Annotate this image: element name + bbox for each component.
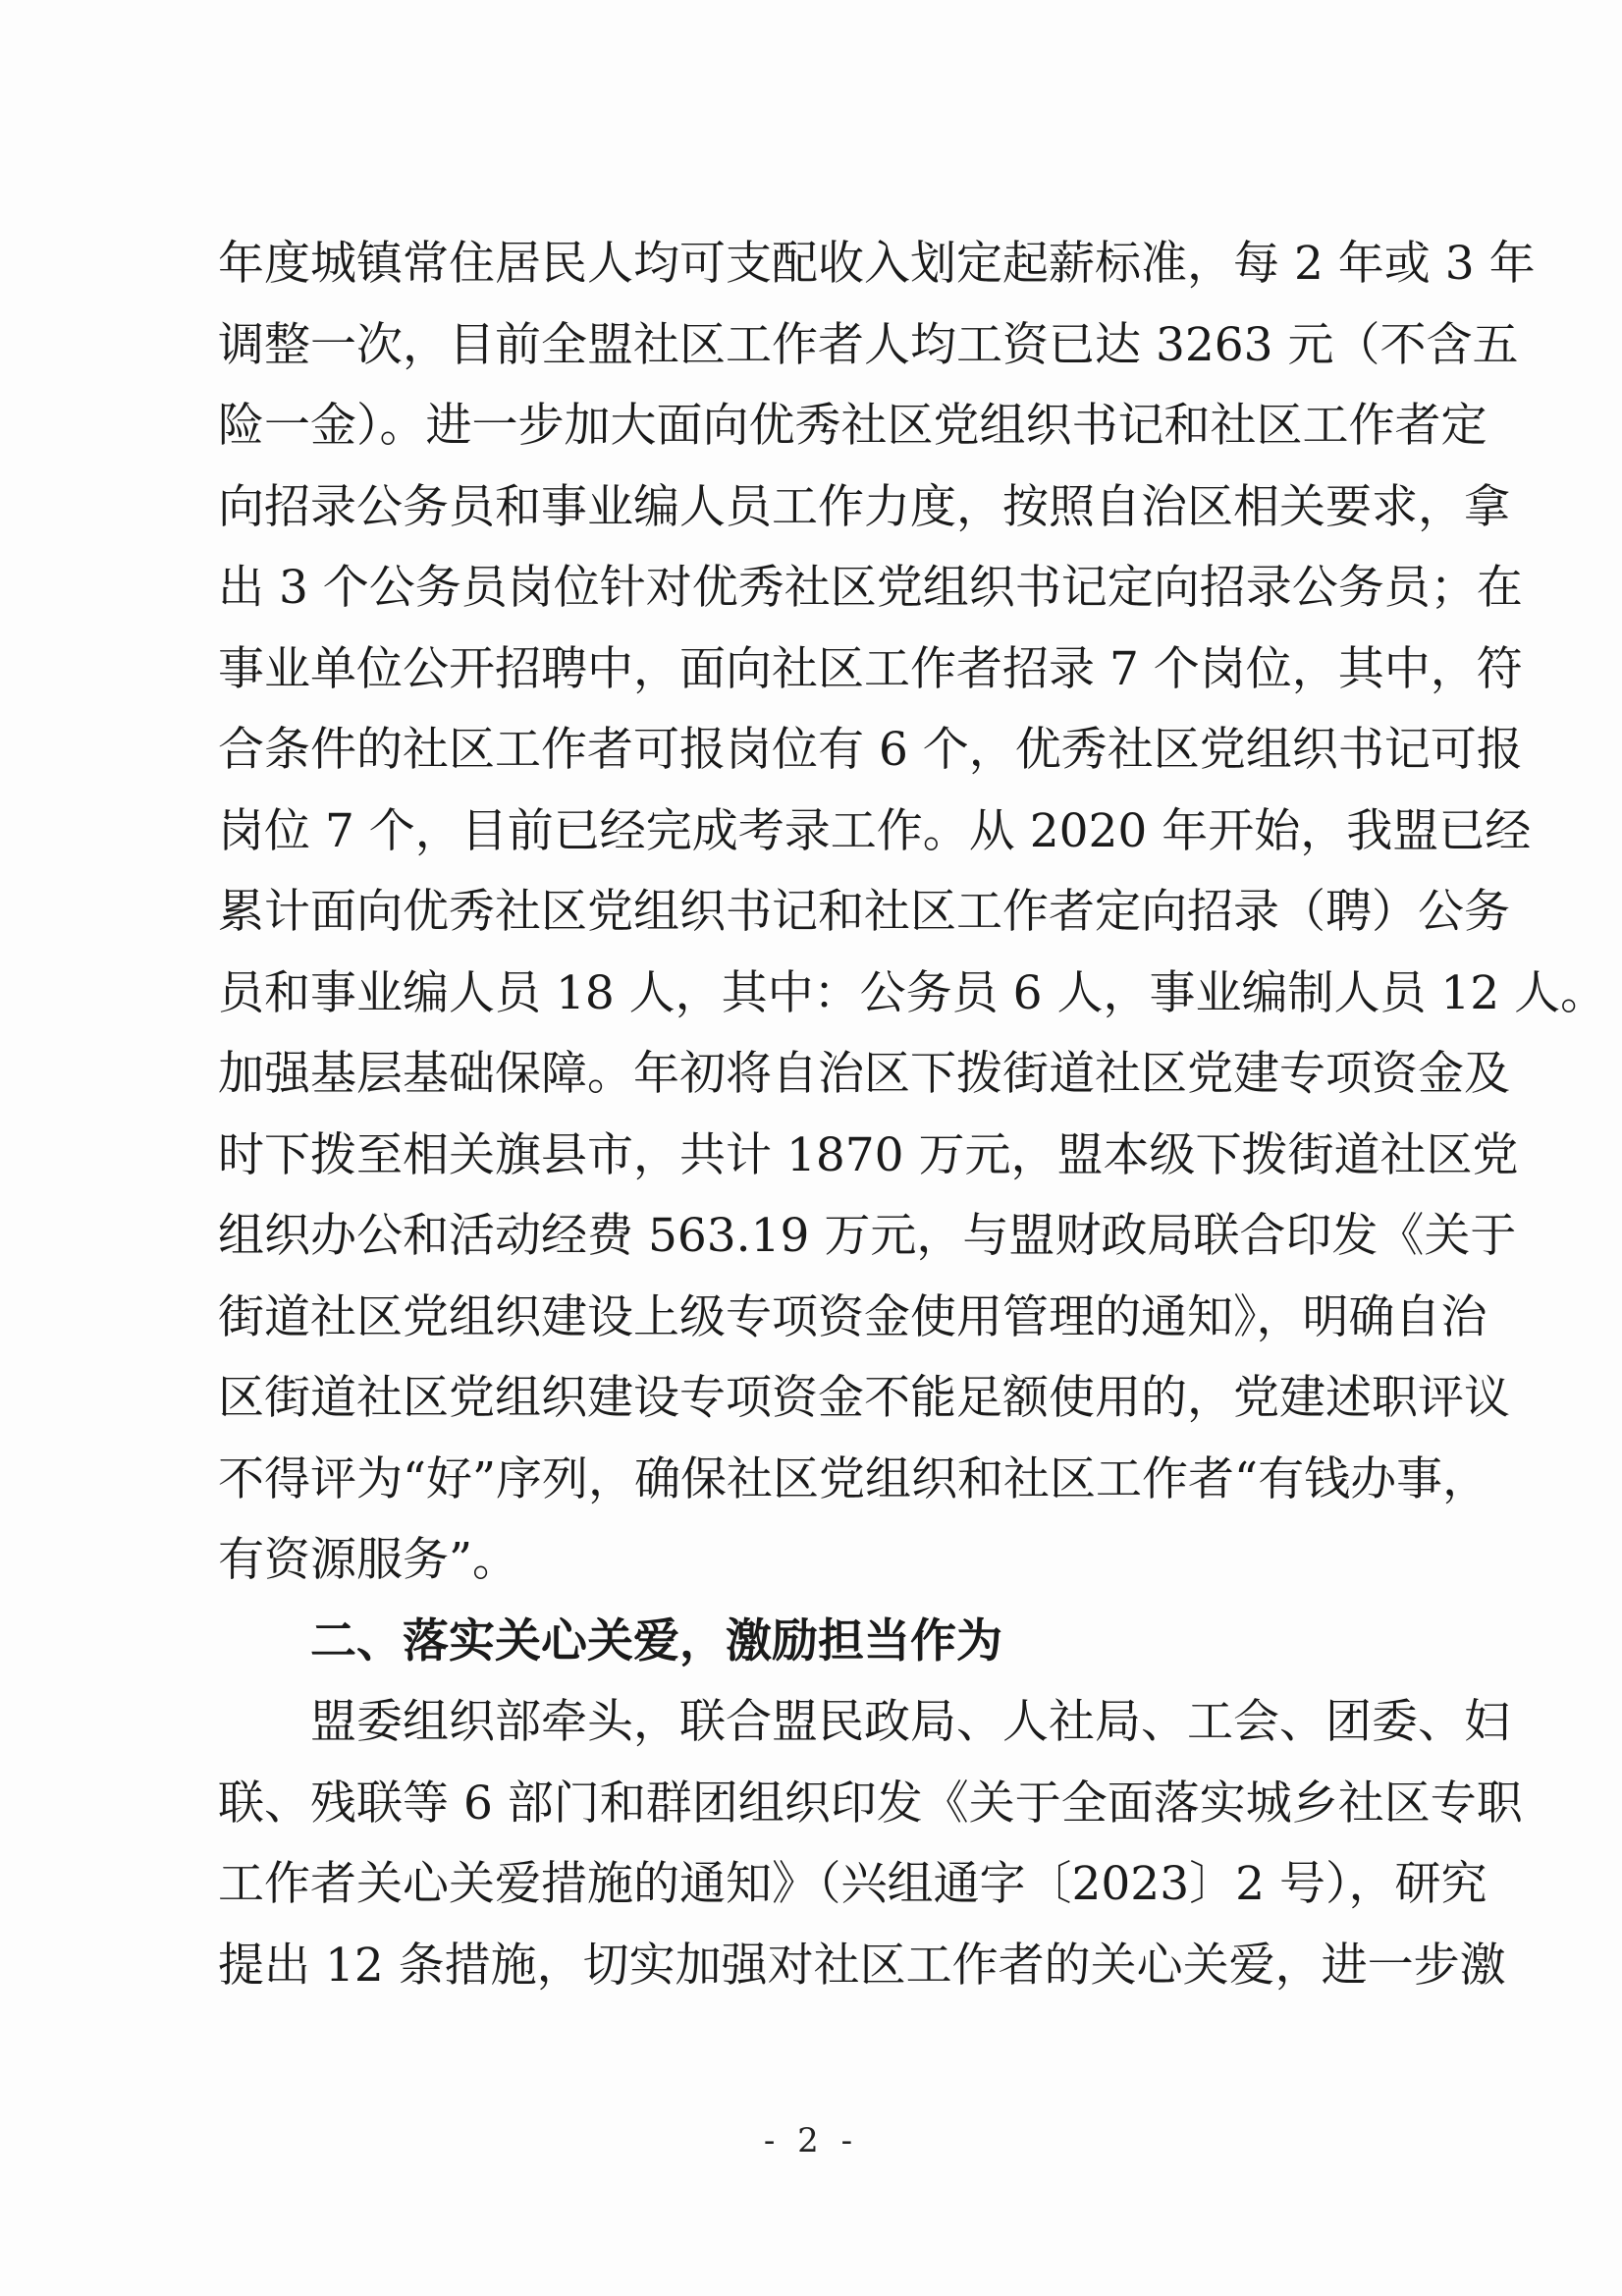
text-line: 盟委组织部牵头，联合盟民政局、人社局、工会、团委、妇 xyxy=(310,1695,1510,1749)
text-line: 事业单位公开招聘中，面向社区工作者招录 7 个岗位，其中，符 xyxy=(218,641,1523,696)
page-number: - 2 - xyxy=(763,2121,859,2160)
section-heading: 二、落实关心关爱，激励担当作为 xyxy=(310,1613,1002,1668)
text-line: 不得评为“好”序列，确保社区党组织和社区工作者“有钱办事， xyxy=(218,1451,1489,1506)
text-line: 工作者关心关爱措施的通知》（兴组通字〔2023〕2 号），研究 xyxy=(218,1857,1487,1911)
text-line: 组织办公和活动经费 563.19 万元，与盟财政局联合印发《关于 xyxy=(218,1209,1517,1263)
text-line: 年度城镇常住居民人均可支配收入划定起薪标准，每 2 年或 3 年 xyxy=(218,237,1536,291)
text-line: 调整一次，目前全盟社区工作者人均工资已达 3263 元（不含五 xyxy=(218,317,1519,372)
text-line: 向招录公务员和事业编人员工作力度，按照自治区相关要求，拿 xyxy=(218,479,1510,534)
text-line: 合条件的社区工作者可报岗位有 6 个，优秀社区党组织书记可报 xyxy=(218,723,1523,777)
text-line: 加强基层基础保障。年初将自治区下拨街道社区党建专项资金及 xyxy=(218,1047,1510,1101)
text-line: 出 3 个公务员岗位针对优秀社区党组织书记定向招录公务员；在 xyxy=(218,561,1523,615)
text-line: 提出 12 条措施，切实加强对社区工作者的关心关爱，进一步激 xyxy=(218,1938,1506,1993)
text-line: 险一金）。进一步加大面向优秀社区党组织书记和社区工作者定 xyxy=(218,399,1487,453)
text-line: 街道社区党组织建设上级专项资金使用管理的通知》，明确自治 xyxy=(218,1289,1487,1344)
text-line: 时下拨至相关旗县市，共计 1870 万元，盟本级下拨街道社区党 xyxy=(218,1127,1519,1182)
text-line: 区街道社区党组织建设专项资金不能足额使用的，党建述职评议 xyxy=(218,1371,1510,1425)
text-line: 岗位 7 个，目前已经完成考录工作。从 2020 年开始，我盟已经 xyxy=(218,803,1532,858)
document-body xyxy=(218,224,1607,2006)
text-line: 累计面向优秀社区党组织书记和社区工作者定向招录（聘）公务 xyxy=(218,885,1510,939)
text-line: 联、残联等 6 部门和群团组织印发《关于全面落实城乡社区专职 xyxy=(218,1776,1523,1831)
text-line: 有资源服务”。 xyxy=(218,1533,519,1587)
text-line: 员和事业编人员 18 人，其中：公务员 6 人，事业编制人员 12 人。 xyxy=(218,965,1607,1020)
